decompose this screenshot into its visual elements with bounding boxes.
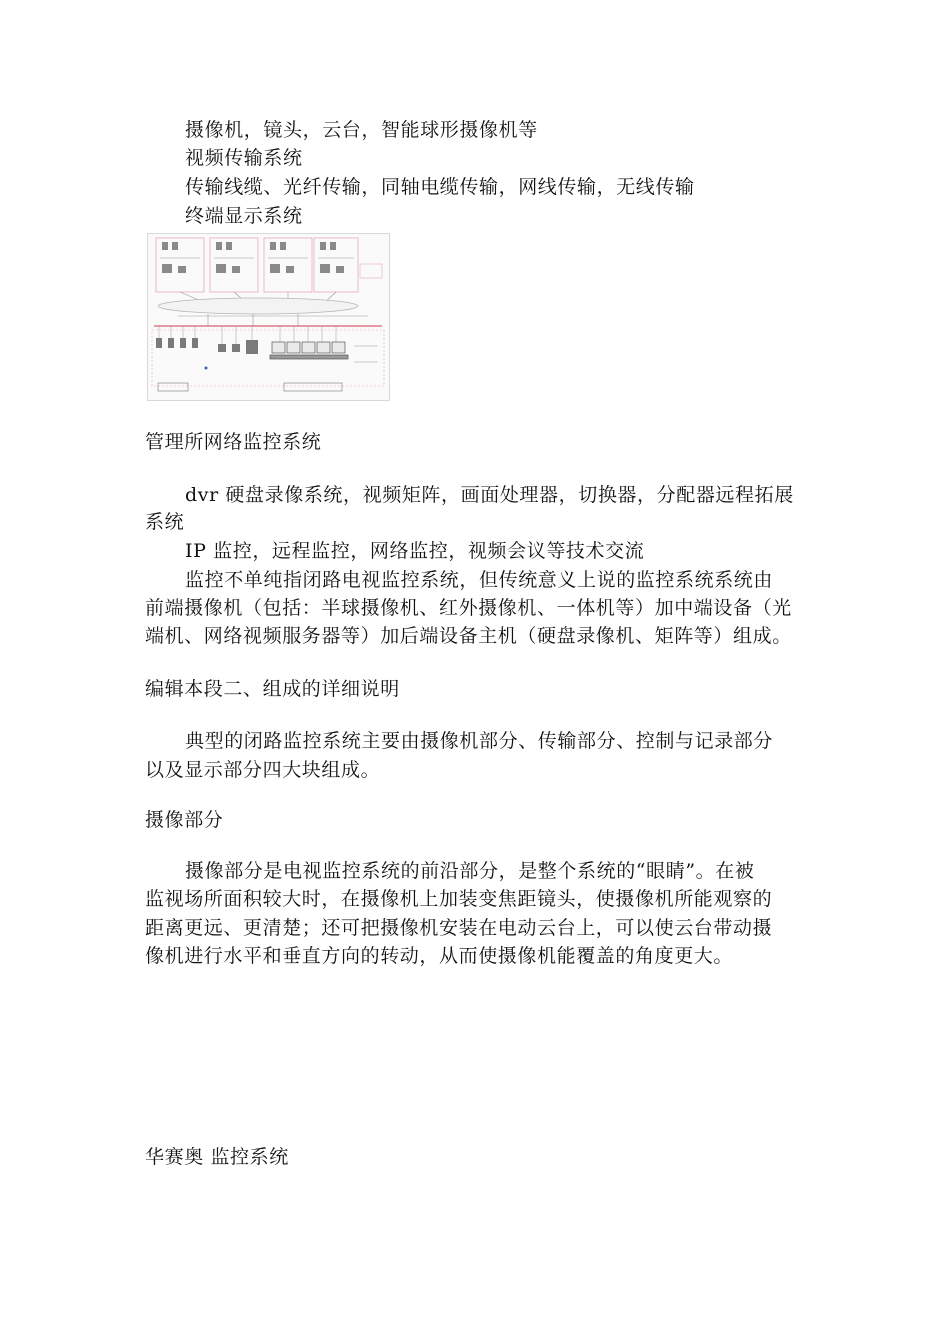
camera-devices bbox=[156, 338, 258, 354]
substation-devices bbox=[162, 242, 344, 273]
text-line: 距离更远、更清楚；还可把摄像机安装在电动云台上，可以使云台带动摄 bbox=[145, 917, 773, 939]
text-line: dvr 硬盘录像系统，视频矩阵，画面处理器，切换器，分配器远程拓展 bbox=[185, 484, 794, 506]
text-line: IP 监控，远程监控，网络监控，视频会议等技术交流 bbox=[185, 540, 645, 562]
text-line: 典型的闭路监控系统主要由摄像机部分、传输部分、控制与记录部分 bbox=[185, 730, 774, 752]
text-line: 终端显示系统 bbox=[185, 205, 303, 227]
text-line: 系统 bbox=[145, 511, 185, 533]
text-line: 视频传输系统 bbox=[185, 147, 303, 169]
text-line: 监视场所面积较大时，在摄像机上加装变焦距镜头，使摄像机所能观察的 bbox=[145, 888, 773, 910]
text-line: 前端摄像机（包括：半球摄像机、红外摄像机、一体机等）加中端设备（光 bbox=[145, 597, 792, 619]
text-line: 端机、网络视频服务器等）加后端设备主机（硬盘录像机、矩阵等）组成。 bbox=[145, 625, 792, 647]
section-heading: 编辑本段二、组成的详细说明 bbox=[145, 678, 400, 700]
text-line: 摄像部分是电视监控系统的前沿部分，是整个系统的“眼睛”。在被 bbox=[185, 860, 755, 882]
network-diagram-figure bbox=[147, 233, 390, 401]
monitor-wall bbox=[270, 342, 348, 359]
text-line: 传输线缆、光纤传输，同轴电缆传输，网线传输，无线传输 bbox=[185, 176, 695, 198]
text-line: 摄像机，镜头，云台，智能球形摄像机等 bbox=[185, 119, 538, 141]
network-diagram bbox=[148, 234, 389, 400]
network-ellipse bbox=[158, 298, 358, 314]
section-heading: 管理所网络监控系统 bbox=[145, 431, 322, 453]
text-line: 像机进行水平和垂直方向的转动，从而使摄像机能覆盖的角度更大。 bbox=[145, 945, 734, 967]
text-line: 监控不单纯指闭路电视监控系统，但传统意义上说的监控系统系统由 bbox=[185, 569, 774, 591]
page-footer: 华赛奥 监控系统 bbox=[145, 1146, 289, 1168]
text-line: 以及显示部分四大块组成。 bbox=[145, 759, 381, 781]
section-heading: 摄像部分 bbox=[145, 809, 224, 831]
